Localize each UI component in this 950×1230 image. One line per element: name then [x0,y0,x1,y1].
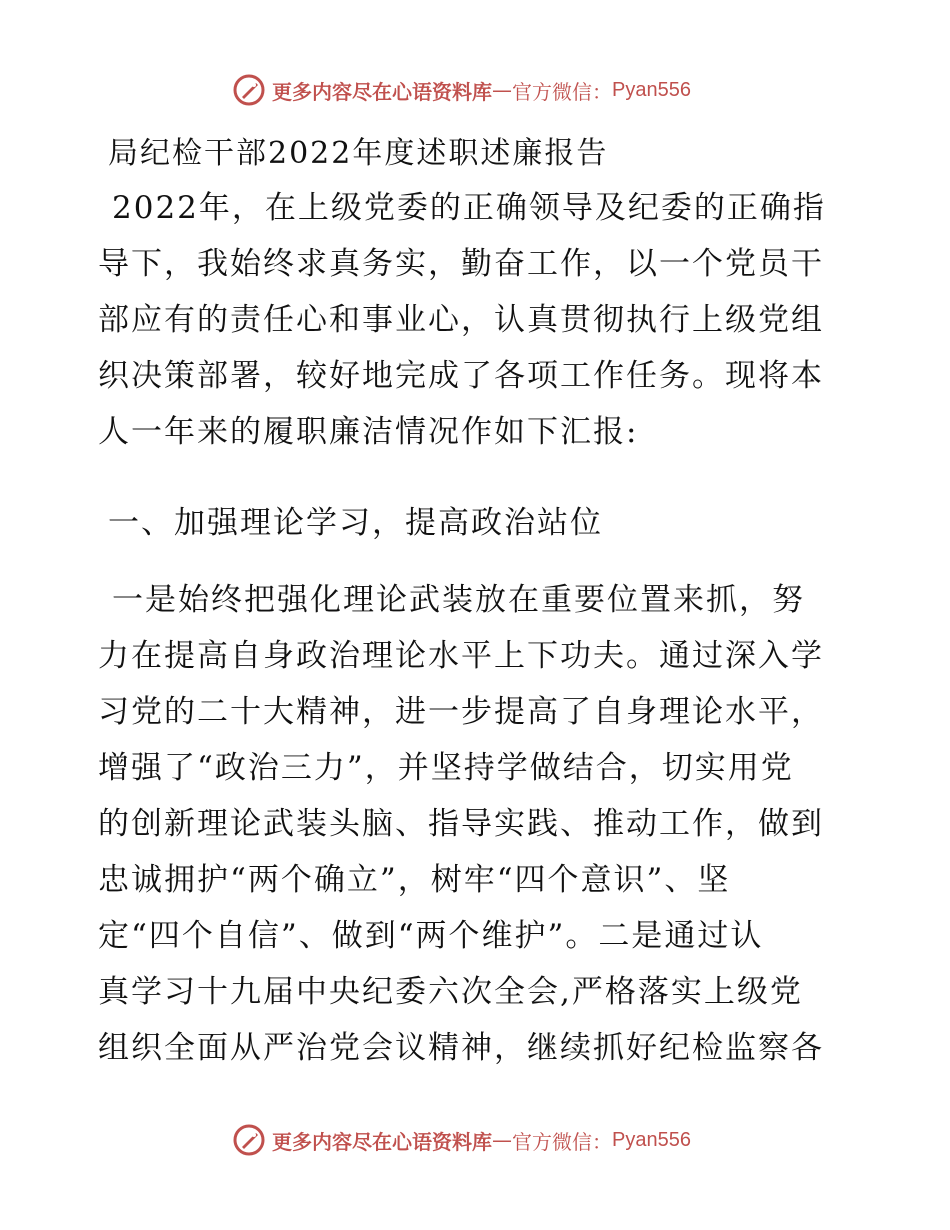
banner-brand: 更多内容尽在心语资料库 [272,79,492,104]
text-line: 定“四个自信”、做到“两个维护”。二是通过认 [98,918,764,954]
text-line: 导下，我始终求真务实，勤奋工作，以一个党员干 [98,246,824,282]
text-line: 2022年，在上级党委的正确领导及纪委的正确指 [112,190,826,226]
text-line: 的创新理论武装头脑、指导实践、推动工作，做到 [98,806,824,842]
text-line: 部应有的责任心和事业心，认真贯彻执行上级党组 [98,302,824,338]
banner-separator: — [492,1128,512,1152]
text-line: 习党的二十大精神，进一步提高了自身理论水平， [98,694,824,730]
pen-logo-icon [232,1123,266,1157]
section-heading-1: 一、加强理论学习，提高政治站位 [108,505,603,541]
banner-wechat-label: 官方微信： [512,79,612,104]
pen-logo-icon [232,73,266,107]
text-line: 一是始终把强化理论武装放在重要位置来抓，努 [112,582,805,618]
paragraph-section-1 [98,572,858,1076]
banner-wechat-id: Pyan556 [612,78,691,101]
text-line: 真学习十九届中央纪委六次全会,严格落实上级党 [98,974,803,1010]
paragraph-intro [98,180,858,460]
banner-wechat-id: Pyan556 [612,1128,691,1151]
watermark-banner-top [232,72,691,108]
text-line: 增强了“政治三力”，并坚持学做结合，切实用党 [98,750,794,786]
watermark-banner-bottom [232,1122,691,1158]
text-line: 忠诚拥护“两个确立”，树牢“四个意识”、坚 [98,862,731,898]
document-title: 局纪检干部2022年度述职述廉报告 [108,136,609,171]
banner-separator: — [492,78,512,102]
banner-brand: 更多内容尽在心语资料库 [272,1129,492,1154]
text-line: 人一年来的履职廉洁情况作如下汇报: [98,414,639,450]
text-line: 组织全面从严治党会议精神，继续抓好纪检监察各 [98,1030,824,1066]
banner-wechat-label: 官方微信： [512,1129,612,1154]
text-line: 力在提高自身政治理论水平上下功夫。通过深入学 [98,638,824,674]
text-line: 织决策部署，较好地完成了各项工作任务。现将本 [98,358,824,394]
